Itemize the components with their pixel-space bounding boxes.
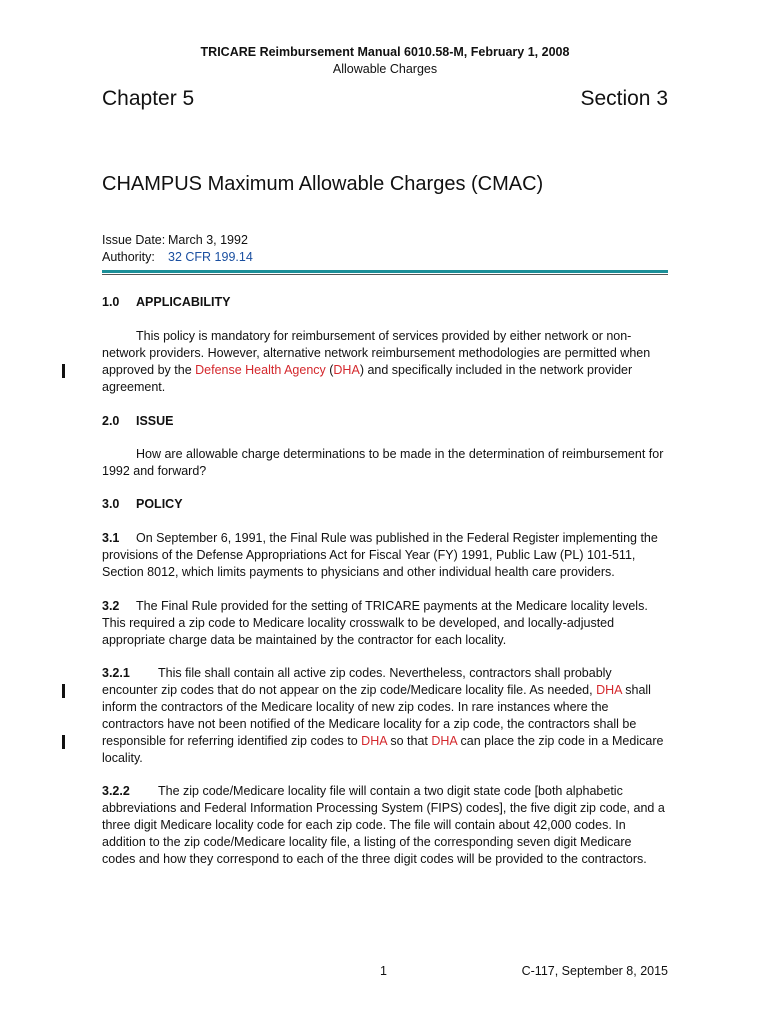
policy-paragraph-3-2 bbox=[102, 598, 668, 649]
section-title: APPLICABILITY bbox=[136, 295, 231, 309]
paragraph-text: On September 6, 1991, the Final Rule was published in the Federal Register implementing the provisions of the Defense Appropriations Act for Fiscal Year (FY) 1991, Public Law (PL) 101-511, Section 8012, which limits payments to physicians and other individual health care providers. bbox=[102, 531, 658, 579]
manual-header: TRICARE Reimbursement Manual 6010.58-M, February 1, 2008 bbox=[200, 45, 570, 59]
policy-paragraph-3-2-2 bbox=[102, 783, 668, 868]
revision-label: C-117, September 8, 2015 bbox=[521, 964, 668, 978]
change-bar bbox=[62, 364, 65, 378]
paragraph-text: The Final Rule provided for the setting of TRICARE payments at the Medicare locality levels. This required a zip code to Medicare locality crosswalk to be developed, and locally-adjusted appropriate charge data be maintained by the contractor for each locality. bbox=[102, 599, 648, 647]
dha-link[interactable]: DHA bbox=[431, 734, 458, 748]
defense-health-agency-link[interactable]: Defense Health Agency bbox=[195, 363, 326, 377]
page-title: CHAMPUS Maximum Allowable Charges (CMAC) bbox=[102, 173, 544, 195]
header-rule-thin bbox=[102, 274, 668, 275]
paragraph-number: 3.2 bbox=[102, 599, 120, 613]
paragraph-number: 3.1 bbox=[102, 531, 120, 545]
paragraph-text: ) and specifically included in the network provider agreement. bbox=[102, 363, 633, 394]
chapter-label: Chapter 5 bbox=[102, 87, 195, 110]
section-heading-issue bbox=[102, 414, 174, 428]
section-number: 1.0 bbox=[102, 295, 120, 309]
dha-link[interactable]: DHA bbox=[361, 734, 387, 748]
paragraph-text: ( bbox=[325, 363, 334, 377]
policy-paragraph-3-2-1 bbox=[102, 665, 668, 767]
dha-link[interactable]: DHA bbox=[333, 363, 360, 377]
paragraph-number: 3.2.1 bbox=[102, 666, 130, 680]
applicability-paragraph bbox=[102, 328, 668, 396]
paragraph-text: can place the zip code in a Medicare locality. bbox=[102, 734, 664, 765]
manual-subtitle: Allowable Charges bbox=[332, 62, 438, 76]
page-number: 1 bbox=[380, 964, 387, 978]
issue-date-value: March 3, 1992 bbox=[168, 233, 248, 247]
header-rule bbox=[102, 270, 668, 273]
change-bar bbox=[62, 684, 65, 698]
authority-label: Authority: bbox=[102, 250, 155, 264]
dha-link[interactable]: DHA bbox=[596, 683, 622, 697]
section-number: 3.0 bbox=[102, 497, 120, 511]
paragraph-number: 3.2.2 bbox=[102, 784, 130, 798]
paragraph-text: This policy is mandatory for reimbursement of services provided by either network or non-network providers. However, alternative network reimbursement methodologies are permitted when approved by the bbox=[102, 329, 651, 377]
change-bar bbox=[62, 735, 65, 749]
issue-paragraph: How are allowable charge determinations to be made in the determination of reimbursement for 1992 and forward? bbox=[102, 447, 664, 478]
section-label: Section 3 bbox=[580, 87, 668, 110]
paragraph-text: The zip code/Medicare locality file will contain a two digit state code [both alphabetic abbreviations and Federal Information Processing System (FIPS) codes], the five digit zip code, and a three digit Medicare locality code for each zip code. The file will contain about 42,000 codes. In addition to the zip code/Medicare locality file, a listing of the corresponding seven digit Medicare codes and how they correspond to each of the three digit codes will be provided to the contractors. bbox=[102, 784, 665, 866]
issue-date-row bbox=[102, 233, 248, 247]
authority-row bbox=[102, 250, 253, 264]
section-title: POLICY bbox=[136, 497, 183, 511]
section-title: ISSUE bbox=[136, 414, 174, 428]
paragraph-text: shall inform the contractors of the Medicare locality of new zip codes. In rare instances where the contractors have not been notified of the Medicare locality for a zip code, the contractors shall be responsible for referring identified zip codes to bbox=[102, 683, 651, 748]
paragraph-text: so that bbox=[386, 734, 432, 748]
section-number: 2.0 bbox=[102, 414, 120, 428]
issue-date-label: Issue Date: bbox=[102, 233, 166, 247]
authority-link[interactable]: 32 CFR 199.14 bbox=[168, 250, 253, 264]
paragraph-text: This file shall contain all active zip codes. Nevertheless, contractors shall probably encounter zip codes that do not appear on the zip code/Medicare locality file. As needed, bbox=[102, 666, 612, 697]
section-heading-applicability bbox=[102, 295, 230, 309]
policy-paragraph-3-1 bbox=[102, 530, 668, 581]
section-heading-policy bbox=[102, 497, 183, 511]
